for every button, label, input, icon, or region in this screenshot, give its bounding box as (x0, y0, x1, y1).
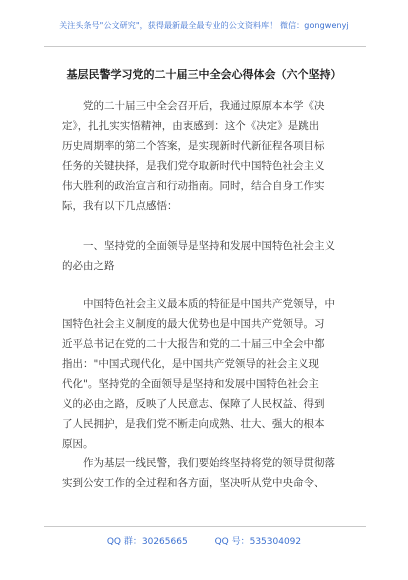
text-line: 定》，扎扎实实悟精神，由衷感到：这个《决定》是跳出 (62, 120, 320, 132)
text-line: 党的二十届三中全会召开后，我通过原原本本学《决 (62, 100, 325, 112)
text-line: 近平总书记在党的二十大报告和党的二十届三中全会中都 (62, 338, 325, 350)
text-line: 中国特色社会主义最本质的特征是中国共产党领导，中 (62, 298, 335, 310)
header-divider (44, 46, 366, 47)
text-line: 义的必由之路，反映了人民意志、保障了人民权益、得到 (62, 398, 325, 410)
text-line: 代化"。坚持党的全面领导是坚持和发展中国特色社会主 (62, 378, 319, 390)
paragraph-intro (62, 96, 352, 216)
header-banner: 关注头条号"公文研究"，获得最新最全最专业的公文资料库！ 微信：gongwenyj (59, 21, 349, 30)
footer-qq-group: QQ 群：30265665 (106, 537, 188, 547)
text-line: 原因。 (62, 438, 94, 450)
text-line: 作为基层一线民警，我们要始终坚持将党的领导贯彻落 (62, 457, 335, 469)
text-line: 际，我有以下几点感悟： (62, 200, 178, 212)
text-line: 历史周期率的第二个答案，是实现新时代新征程各项目标 (62, 140, 325, 152)
text-line: 指出："中国式现代化，是中国共产党领导的社会主义现 (62, 358, 319, 370)
document-title: 基层民警学习党的二十届三中全会心得体会（六个坚持） (66, 68, 342, 81)
footer-divider (44, 526, 366, 527)
text-line: 的必由之路 (62, 260, 115, 272)
text-line: 任务的关键抉择，是我们党夺取新时代中国特色社会主义 (62, 160, 325, 172)
text-line: 国特色社会主义制度的最大优势也是中国共产党领导。习 (62, 318, 325, 330)
text-line: 了人民拥护，是我们党不断走向成熟、壮大、强大的根本 (62, 418, 325, 430)
footer-qq-number: QQ 号：535304092 (214, 537, 302, 547)
text-line: 伟大胜利的政治宣言和行动指南。同时，结合自身工作实 (62, 180, 325, 192)
text-line: 一、坚持党的全面领导是坚持和发展中国特色社会主义 (62, 240, 335, 252)
paragraph-section-1 (62, 294, 352, 454)
footer (0, 534, 408, 547)
section-heading-1 (62, 236, 352, 276)
paragraph-section-1-cont (62, 453, 352, 493)
text-line: 实到公安工作的全过程和各方面，坚决听从党中央命令、 (62, 477, 325, 489)
